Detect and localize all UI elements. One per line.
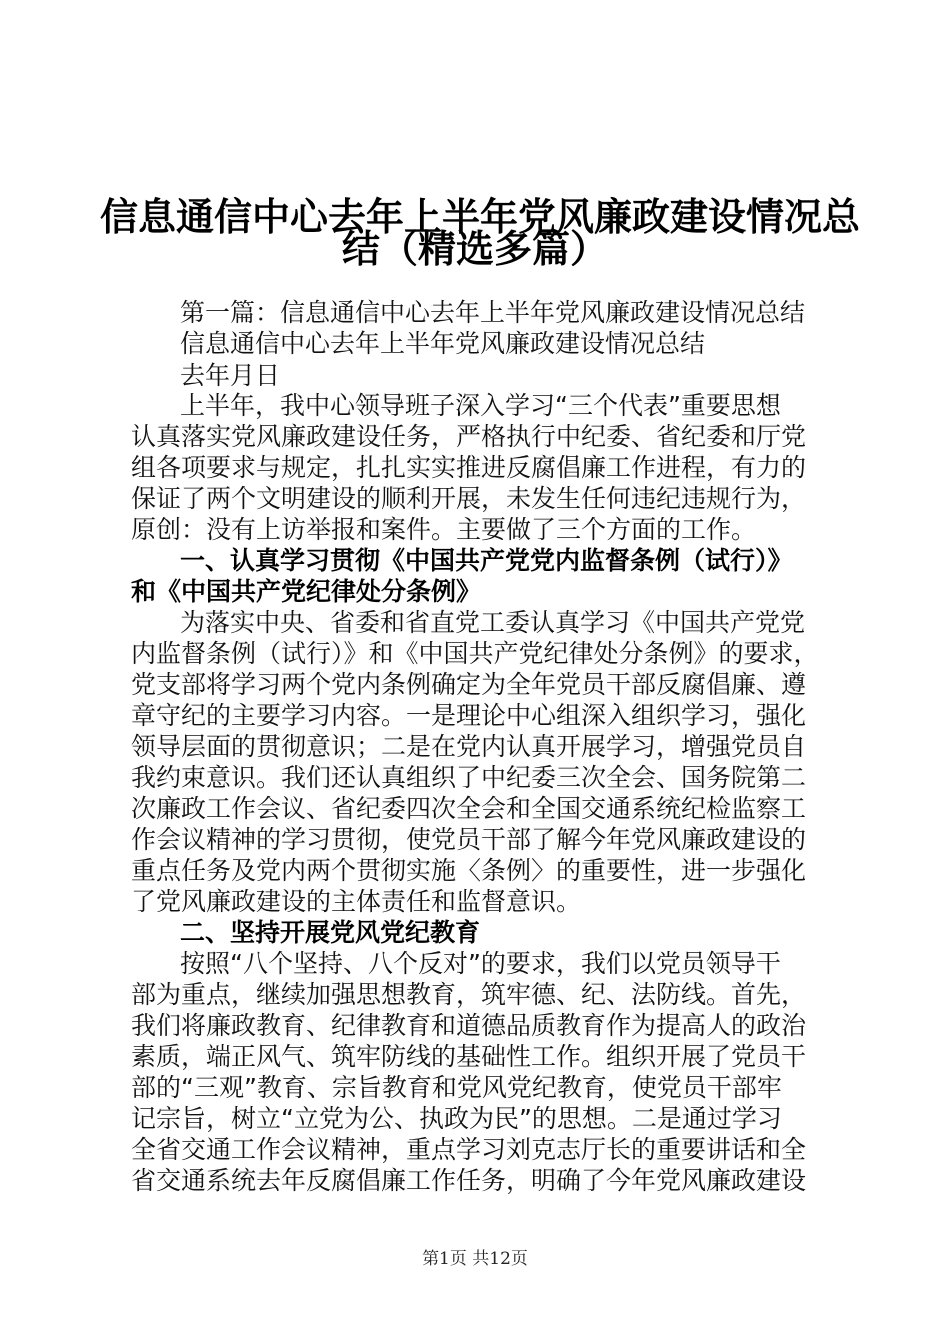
body-text-line: 我约束意识。我们还认真组织了中纪委三次全会、国务院第二 <box>131 763 807 792</box>
body-text-line: 了党风廉政建设的主体责任和监督意识。 <box>131 887 582 916</box>
body-text-line: 按照“八个坚持、八个反对”的要求，我们以党员领导干 <box>180 949 781 978</box>
heading-one-cont: 和《中国共产党纪律处分条例》 <box>131 577 482 606</box>
subtitle: 信息通信中心去年上半年党风廉政建设情况总结 <box>180 329 706 358</box>
body-text-line: 素质，端正风气、筑牢防线的基础性工作。组织开展了党员干 <box>131 1042 807 1071</box>
body-text-line: 章守纪的主要学习内容。一是理论中心组深入组织学习，强化 <box>131 701 807 730</box>
section-heading-first: 第一篇：信息通信中心去年上半年党风廉政建设情况总结 <box>180 298 806 327</box>
body-text-line: 作会议精神的学习贯彻，使党员干部了解今年党风廉政建设的 <box>131 825 807 854</box>
body-text-line: 原创：没有上访举报和案件。主要做了三个方面的工作。 <box>131 515 757 544</box>
body-text-line: 为落实中央、省委和省直党工委认真学习《中国共产党党 <box>180 608 806 637</box>
body-text-line: 省交通系统去年反腐倡廉工作任务，明确了今年党风廉政建设 <box>131 1166 807 1195</box>
document-title-line-2: 结（精选多篇） <box>341 226 608 271</box>
body-text-line: 重点任务及党内两个贯彻实施〈条例〉的重要性，进一步强化 <box>131 856 807 885</box>
date-line: 去年月日 <box>180 361 281 390</box>
body-text-line: 部为重点，继续加强思想教育，筑牢德、纪、法防线。首先， <box>131 980 807 1009</box>
body-text-line: 保证了两个文明建设的顺利开展，未发生任何违纪违规行为， <box>131 484 807 513</box>
body-text-line: 认真落实党风廉政建设任务，严格执行中纪委、省纪委和厅党 <box>131 422 807 451</box>
body-text-line: 领导层面的贯彻意识；二是在党内认真开展学习，增强党员自 <box>131 732 807 761</box>
body-text-line: 我们将廉政教育、纪律教育和道德品质教育作为提高人的政治 <box>131 1011 807 1040</box>
body-text-line: 部的“三观”教育、宗旨教育和党风党纪教育，使党员干部牢 <box>131 1073 782 1102</box>
body-text-line: 内监督条例（试行）》和《中国共产党纪律处分条例》的要求， <box>131 639 819 668</box>
heading-two: 二、坚持开展党风党纪教育 <box>180 918 481 947</box>
body-text-line: 组各项要求与规定，扎扎实实推进反腐倡廉工作进程，有力的 <box>131 453 807 482</box>
body-text-line: 次廉政工作会议、省纪委四次全会和全国交通系统纪检监察工 <box>131 794 807 823</box>
page-footer: 第1页 共12页 <box>422 1249 528 1269</box>
body-text-line: 记宗旨，树立“立党为公、执政为民”的思想。二是通过学习 <box>131 1104 782 1133</box>
body-text-line: 党支部将学习两个党内条例确定为全年党员干部反腐倡廉、遵 <box>131 670 807 699</box>
body-text-line: 全省交通工作会议精神，重点学习刘克志厅长的重要讲话和全 <box>131 1135 807 1164</box>
heading-one: 一、认真学习贯彻《中国共产党党内监督条例（试行）》 <box>180 546 793 575</box>
body-text-line: 上半年，我中心领导班子深入学习“三个代表”重要思想 <box>180 391 781 420</box>
document-title-line-1: 信息通信中心去年上半年党风廉政建设情况总 <box>100 194 861 239</box>
